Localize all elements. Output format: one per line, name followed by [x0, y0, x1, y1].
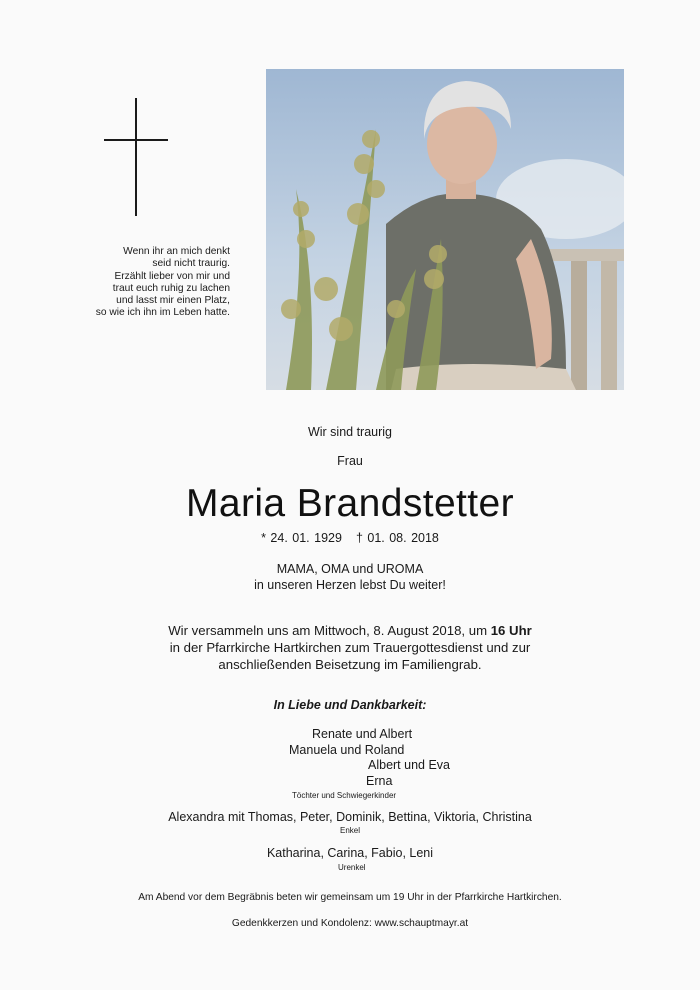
intro-text: Wir sind traurig	[307, 425, 393, 439]
family-line: in unseren Herzen lebst Du weiter!	[254, 578, 446, 592]
life-dates	[0, 531, 700, 545]
poem	[70, 246, 230, 320]
deceased-name: Maria Brandstetter	[186, 482, 514, 525]
children-label: Töchter und Schwiegerkinder	[292, 791, 397, 800]
poem-line: so wie ich ihn im Leben hatte.	[95, 307, 230, 319]
prayer-note: Am Abend vor dem Begräbnis beten wir gemeinsam um 19 Uhr in der Pfarrkirche Hartkirchen.	[138, 892, 562, 903]
service-line: in der Pfarrkirche Hartkirchen zum Trauergottesdienst und zur	[169, 640, 531, 655]
family-dedication	[0, 561, 700, 593]
grandchildren-line: Alexandra mit Thomas, Peter, Dominik, Bettina, Viktoria, Christina	[168, 810, 532, 824]
mourner-line: Albert und Eva	[368, 758, 450, 772]
service-line	[0, 622, 700, 639]
poem-line: seid nicht traurig.	[152, 258, 230, 270]
birth-date: * 24. 01. 1929	[261, 531, 342, 545]
condolence-note: Gedenkkerzen und Kondolenz: www.schauptmayr.at	[231, 918, 469, 929]
thanks-heading: In Liebe und Dankbarkeit:	[273, 698, 427, 712]
mourner-line: Renate und Albert	[312, 727, 413, 741]
poem-line: traut euch ruhig zu lachen	[112, 282, 230, 294]
poem-line: Wenn ihr an mich denkt	[123, 246, 230, 257]
portrait-photo	[266, 69, 624, 390]
death-date: † 01. 08. 2018	[355, 531, 439, 545]
great-grandchildren-line: Katharina, Carina, Fabio, Leni	[266, 846, 434, 860]
mourner-line: Manuela und Roland	[289, 743, 405, 757]
family-line: MAMA, OMA und UROMA	[276, 562, 424, 576]
service-info	[0, 622, 700, 673]
salutation: Frau	[337, 454, 363, 468]
grandchildren-label: Enkel	[340, 826, 361, 835]
poem-line: Erzählt lieber von mir und	[114, 270, 230, 282]
great-grandchildren-label: Urenkel	[338, 863, 366, 872]
service-line: anschließenden Beisetzung im Familiengrab.	[218, 657, 482, 672]
service-time: 16 Uhr	[490, 623, 532, 638]
service-prefix: Wir versammeln uns am Mittwoch, 8. August 2018, um	[168, 623, 491, 638]
poem-line: und lasst mir einen Platz,	[116, 295, 230, 307]
mourner-line: Erna	[366, 774, 393, 788]
cross-icon	[104, 98, 168, 216]
